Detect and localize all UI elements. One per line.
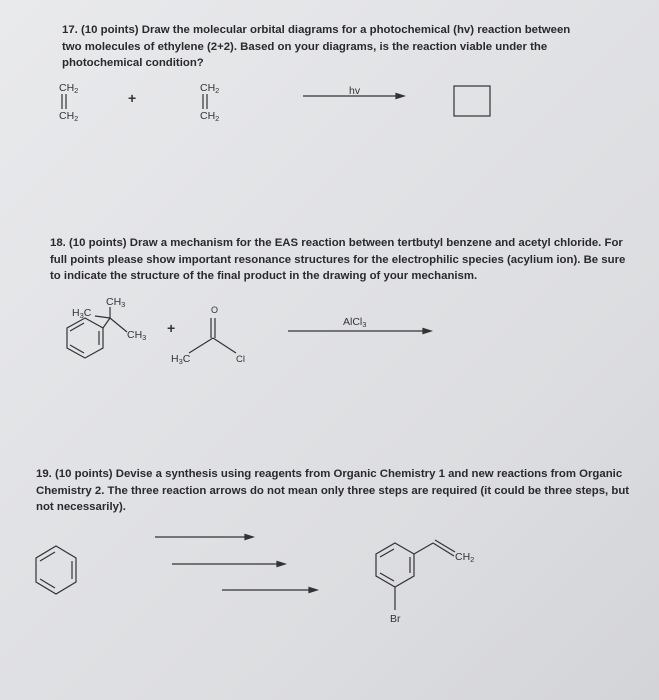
benzene-ring-product	[376, 543, 414, 587]
product-ch2: $CH_2$	[455, 551, 475, 564]
tbutyl-to-left	[95, 316, 110, 318]
chloride-cl: Cl	[236, 354, 245, 365]
ethylene-1-bottom-ch2: $CH_2$	[59, 110, 79, 123]
acetyl-to-h3c	[189, 338, 213, 353]
ethylene-2-top-ch2: $CH_2$	[200, 82, 220, 95]
alcl3-arrowhead	[423, 329, 431, 334]
hv-arrowhead	[396, 94, 404, 99]
benzene-ring-19	[36, 546, 76, 594]
benzene-19-inner-3	[40, 579, 55, 588]
cyclobutane-icon	[454, 86, 490, 116]
benzene-19-inner-1	[40, 552, 55, 561]
tbutyl-to-right	[110, 318, 127, 332]
carbonyl-oxygen: O	[211, 305, 219, 315]
tbutyl-attach	[103, 318, 110, 328]
synthesis-arrowhead-1	[245, 535, 253, 540]
ethylene-2-bottom-ch2: $CH_2$	[200, 110, 220, 123]
product-vinyl-1	[414, 543, 433, 554]
tbutyl-right-ch3: $CH_3$	[127, 329, 147, 342]
synthesis-arrowhead-3	[309, 588, 317, 593]
hv-label: hv	[349, 85, 361, 97]
benzene-ring-18	[67, 318, 103, 358]
product-br: Br	[390, 613, 401, 625]
acetyl-to-cl	[213, 338, 236, 353]
question-18: 18. (10 points) Draw a mechanism for the EAS reaction between tertbutyl benzene and acetyl chloride. For full points please show important resonance structures for the electrophilic species (acylium ion). Be sure to indicate the structure of the final product in the drawing of your mechanism.	[50, 237, 626, 282]
acetyl-h3c: $H_3C$	[171, 353, 191, 366]
benzene-18-inner-3	[70, 345, 84, 353]
plus-sign-17: +	[128, 90, 137, 106]
tbutyl-left-h3c: $H_3C$	[72, 307, 92, 320]
tbutyl-top-ch3: $CH_3$	[106, 296, 126, 309]
synthesis-arrowhead-2	[277, 562, 285, 567]
reagent-alcl3: AlCl$_3$	[343, 316, 367, 329]
benzene-18-inner-1	[70, 323, 84, 331]
question-17: 17. (10 points) Draw the molecular orbital diagrams for a photochemical (hv) reaction between two molecules of ethylene (2+2). Based on your diagrams, is the reaction viable under the photochemical condition?	[62, 24, 571, 69]
question-19: 19. (10 points) Devise a synthesis using reagents from Organic Chemistry 1 and new reactions from Organic Chemistry 2. The three reaction arrows do not mean only three steps are required (it could be three steps, but not necessarily).	[36, 468, 630, 513]
ethylene-1-top-ch2: $CH_2$	[59, 82, 79, 95]
plus-sign-18: +	[167, 320, 176, 336]
